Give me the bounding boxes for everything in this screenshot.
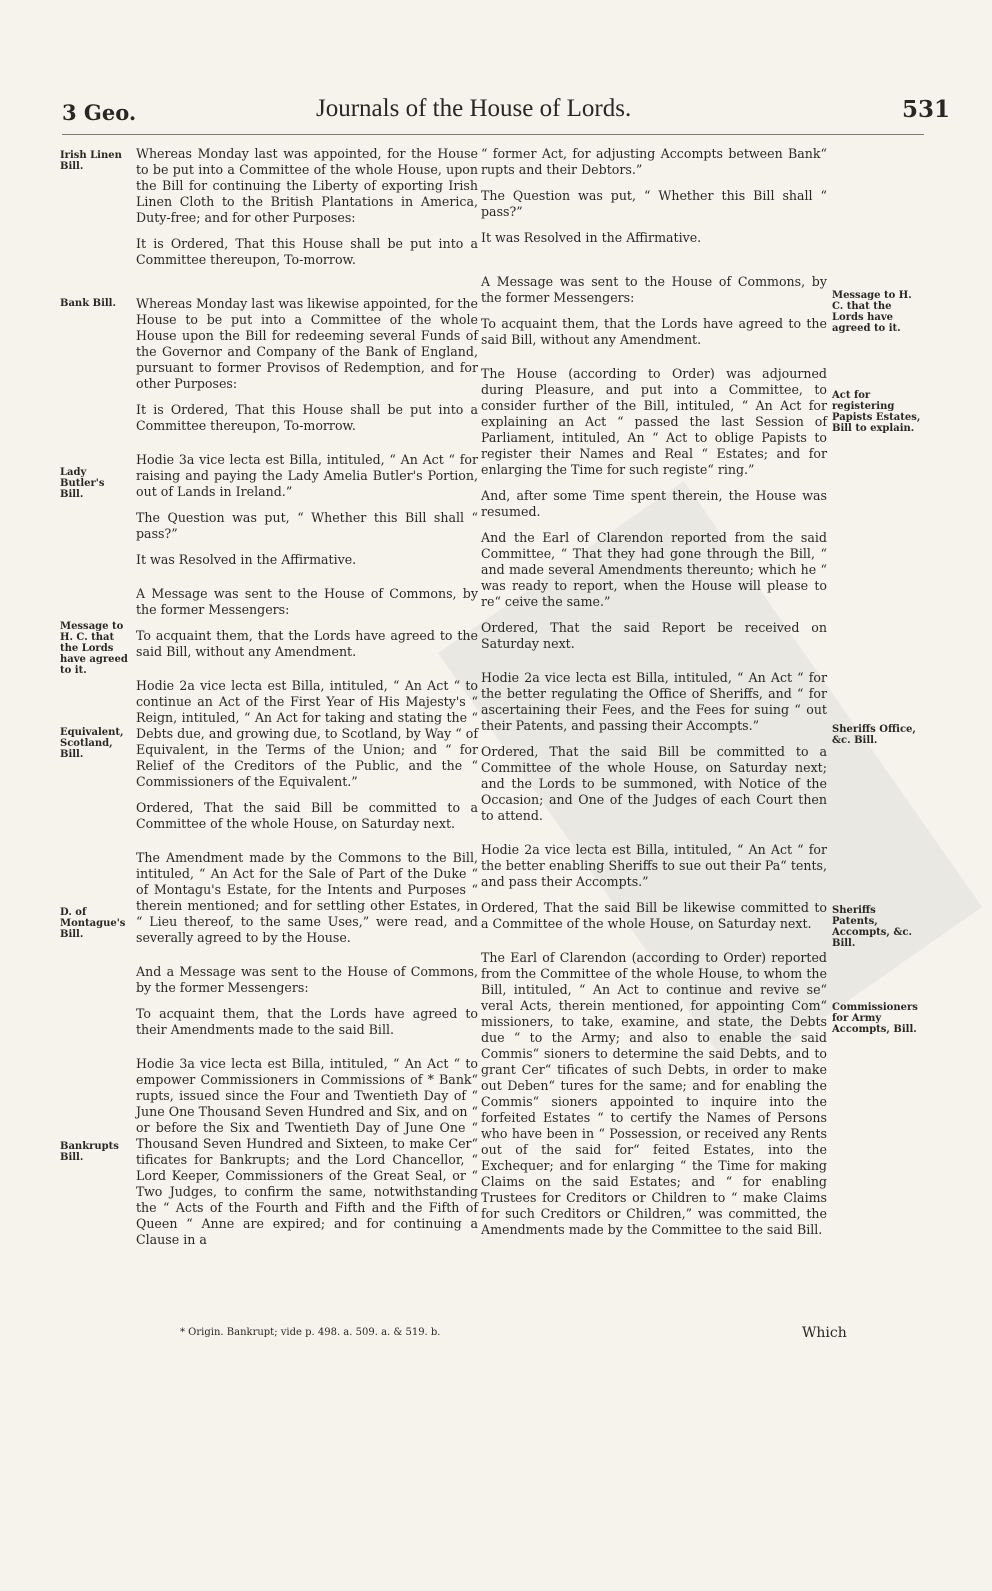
footnote: * Origin. Bankrupt; vide p. 498. a. 509. a. & 519. b.: [180, 1327, 441, 1338]
reign-header: 3 Geo.: [62, 100, 137, 125]
margin-note: Irish Linen Bill.: [60, 150, 122, 172]
right-column: [481, 146, 827, 1238]
paragraph: And a Message was sent to the House of Commons, by the former Messengers:: [136, 964, 478, 995]
paragraph: Ordered, That the said Report be received on Saturday next.: [481, 620, 827, 651]
catchword: Which: [802, 1325, 847, 1341]
margin-note: Equivalent, Scotland, Bill.: [60, 727, 124, 760]
paragraph: “ former Act, for adjusting Accompts between Bank“ rupts and their Debtors.”: [481, 146, 827, 177]
paragraph: The Amendment made by the Commons to the Bill, intituled, “ An Act for the Sale of Part of the Duke “ of Montagu's Estate, for the Intents and Purposes “ therein mentioned; and for settling other Estates, in “ Lieu thereof, to the same Uses,” were read, and severally agreed to by the House.: [136, 850, 478, 945]
paragraph: A Message was sent to the House of Commons, by the former Messengers:: [136, 586, 478, 617]
paragraph: Ordered, That the said Bill be likewise committed to a Committee of the whole House, on Saturday next.: [481, 900, 827, 931]
margin-note: Bankrupts Bill.: [60, 1141, 119, 1163]
margin-note: Lady Butler's Bill.: [60, 467, 105, 500]
running-title: Journals of the House of Lords.: [316, 95, 632, 122]
paragraph: The House (according to Order) was adjourned during Pleasure, and put into a Committee, to consider further of the Bill, intituled, “ An Act for explaining an Act “ passed the last Session of Parliament, intituled, An “ Act to oblige Papists to register their Names and Real “ Estates; and for enlarging the Time for such registe“ ring.”: [481, 366, 827, 477]
margin-note: Message to H. C. that the Lords have agreed to it.: [832, 290, 912, 334]
page-number: 531: [902, 96, 951, 123]
paragraph: Whereas Monday last was appointed, for the House to be put into a Committee of the whole House, upon the Bill for continuing the Liberty of exporting Irish Linen Cloth to the British Plantations in America, Duty-free; and for other Purposes:: [136, 146, 478, 225]
margin-note: Sheriffs Patents, Accompts, &c. Bill.: [832, 905, 912, 949]
margin-note: D. of Montague's Bill.: [60, 907, 126, 940]
header-rule: [62, 134, 924, 135]
margin-note: Message to H. C. that the Lords have agreed to it.: [60, 621, 128, 676]
paragraph: The Question was put, “ Whether this Bill shall “ pass?”: [481, 188, 827, 219]
margin-note: Bank Bill.: [60, 298, 116, 309]
paragraph: A Message was sent to the House of Commons, by the former Messengers:: [481, 274, 827, 305]
paragraph: Ordered, That the said Bill be committed to a Committee of the whole House, on Saturday next.: [136, 800, 478, 831]
paragraph: The Question was put, “ Whether this Bill shall “ pass?”: [136, 510, 478, 541]
paragraph: It is Ordered, That this House shall be put into a Committee thereupon, To-morrow.: [136, 236, 478, 267]
paragraph: Ordered, That the said Bill be committed to a Committee of the whole House, on Saturday next; and the Lords to be summoned, with Notice of the Occasion; and One of the Judges of each Court then to attend.: [481, 744, 827, 823]
margin-note: Sheriffs Office, &c. Bill.: [832, 724, 916, 746]
paragraph: It is Ordered, That this House shall be put into a Committee thereupon, To-morrow.: [136, 402, 478, 433]
left-column: [136, 146, 478, 1248]
paragraph: To acquaint them, that the Lords have agreed to the said Bill, without any Amendment.: [481, 316, 827, 347]
paragraph: Hodie 3a vice lecta est Billa, intituled, “ An Act “ to empower Commissioners in Commissions of * Bank“ rupts, issued since the Four and Twentieth Day of “ June One Thousand Seven Hundred and Six, and on “ or before the Six and Twentieth Day of June One “ Thousand Seven Hundred and Sixteen, to make Cer“ tificates for Bankrupts; and the Lord Chancellor, “ Lord Keeper, Commissioners of the Great Seal, or “ Two Judges, to confirm the same, notwithstanding the “ Acts of the Fourth and Fifth and the Fifth of Queen “ Anne are expired; and for continuing a Clause in a: [136, 1056, 478, 1247]
paragraph: Whereas Monday last was likewise appointed, for the House to be put into a Committee of the whole House upon the Bill for redeeming several Funds of the Governor and Company of the Bank of England, pursuant to former Provisos of Redemption, and for other Purposes:: [136, 296, 478, 391]
paragraph: Hodie 2a vice lecta est Billa, intituled, “ An Act “ for the better regulating the Office of Sheriffs, and “ for ascertaining their Fees, and the Fees for suing “ out their Patents, and passing their Accompts.”: [481, 670, 827, 733]
paragraph: To acquaint them, that the Lords have agreed to their Amendments made to the said Bill.: [136, 1006, 478, 1037]
margin-note: Act for registering Papists Estates, Bill to explain.: [832, 390, 921, 434]
paragraph: Hodie 3a vice lecta est Billa, intituled, “ An Act “ for raising and paying the Lady Amelia Butler's Portion, out of Lands in Ireland.”: [136, 452, 478, 499]
paragraph: And the Earl of Clarendon reported from the said Committee, “ That they had gone through the Bill, “ and made several Amendments thereunto; which he “ was ready to report, when the House will please to re“ ceive the same.”: [481, 530, 827, 609]
paragraph: It was Resolved in the Affirmative.: [136, 552, 357, 567]
margin-note: Commissioners for Army Accompts, Bill.: [832, 1002, 918, 1035]
paragraph: To acquaint them, that the Lords have agreed to the said Bill, without any Amendment.: [136, 628, 478, 659]
paragraph: And, after some Time spent therein, the House was resumed.: [481, 488, 827, 519]
paragraph: It was Resolved in the Affirmative.: [481, 230, 702, 245]
paragraph: Hodie 2a vice lecta est Billa, intituled, “ An Act “ for the better enabling Sheriffs to sue out their Pa“ tents, and pass their Accompts.”: [481, 842, 827, 889]
paragraph: The Earl of Clarendon (according to Order) reported from the Committee of the whole House, to whom the Bill, intituled, “ An Act to continue and revive se“ veral Acts, therein mentioned, for appointing Com“ missioners, to take, examine, and state, the Debts due “ to the Army; and also to enable the said Commis“ sioners to determine the said Debts, and to grant Cer“ tificates of such Debts, in order to make out Deben“ tures for the same; and for enabling the Commis“ sioners appointed to inquire into the forfeited Estates “ to certify the Names of Persons who have been in “ Possession, or received any Rents out of the said for“ feited Estates, into the Exchequer; and for enlarging “ the Time for making Claims on the said Estates; and “ for enabling Trustees for Creditors or Children to “ make Claims for such Creditors or Children,” was committed, the Amendments made by the Committee to the said Bill.: [481, 950, 827, 1237]
paragraph: Hodie 2a vice lecta est Billa, intituled, “ An Act “ to continue an Act of the First Year of His Majesty's “ Reign, intituled, “ An Act for taking and stating the “ Debts due, and growing due, to Scotland, by Way “ of Equivalent, in the Terms of the Union; and “ for Relief of the Creditors of the Public, and the “ Commissioners of the Equivalent.”: [136, 678, 478, 789]
